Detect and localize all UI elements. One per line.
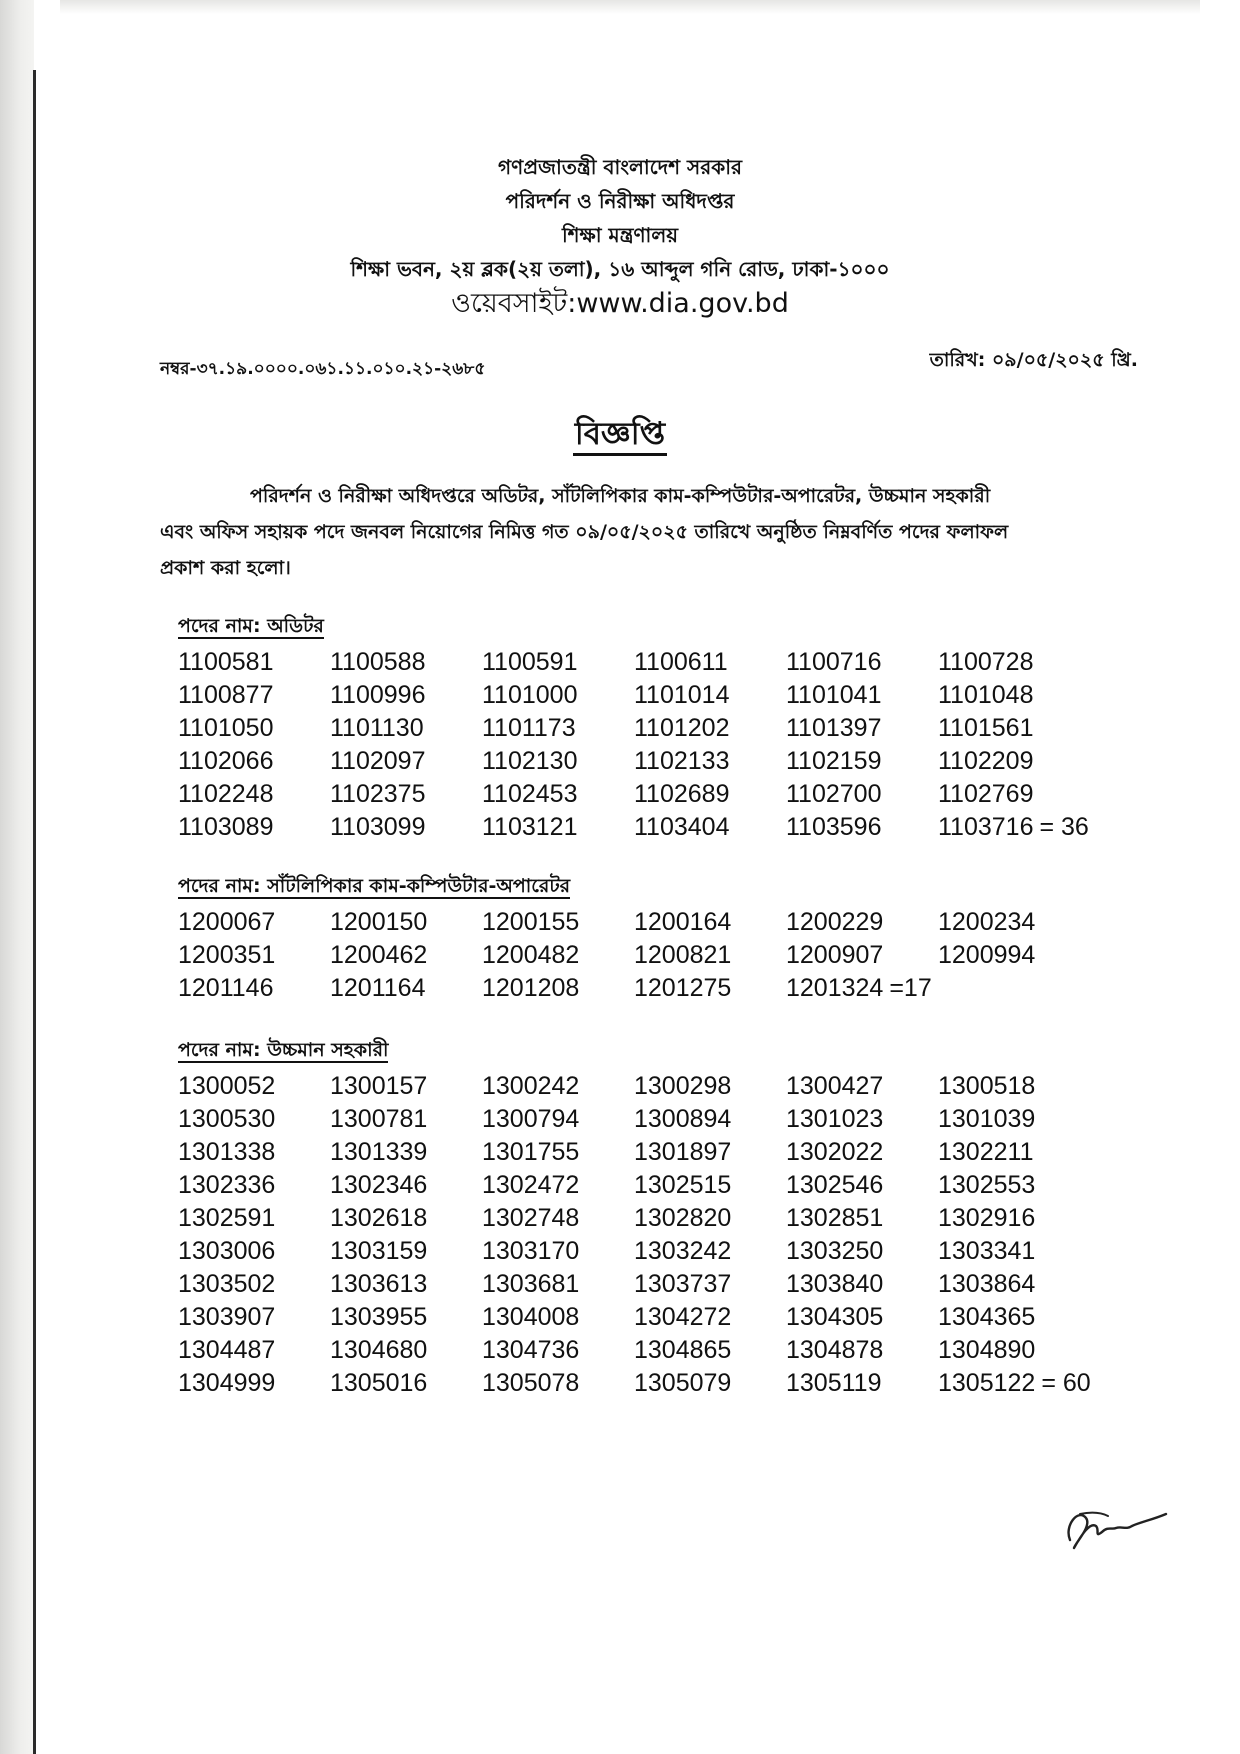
roll-number-value: 1201208 [482, 974, 580, 1002]
roll-number-value: 1301023 [786, 1105, 884, 1133]
roll-number [938, 1070, 1090, 1103]
roll-number [482, 1334, 634, 1367]
roll-number-value: 1101050 [178, 714, 274, 742]
roll-number-value: 1304999 [178, 1369, 276, 1397]
roll-number [330, 1268, 482, 1301]
roll-number-value: 1200067 [178, 908, 276, 936]
scan-edge-shadow [0, 0, 34, 1754]
roll-number-value: 1300781 [330, 1105, 428, 1133]
roll-number [482, 1202, 634, 1235]
notice-title [0, 410, 1240, 462]
roll-number [786, 1136, 938, 1169]
roll-number-value: 1303170 [482, 1237, 580, 1265]
roll-number-value: 1300052 [178, 1072, 276, 1100]
roll-number [634, 1070, 786, 1103]
section-title-text: পদের নাম: উচ্চমান সহকারী [178, 1039, 389, 1061]
roll-number-value: 1303613 [330, 1270, 428, 1298]
roll-number-value: 1301755 [482, 1138, 580, 1166]
roll-number-value: 1101014 [634, 681, 730, 709]
roll-number-value: 1102769 [938, 780, 1034, 808]
roll-number [786, 1301, 938, 1334]
signature-mark [1056, 1496, 1176, 1556]
roll-number-value: 1303159 [330, 1237, 428, 1265]
roll-number [786, 1070, 938, 1103]
roll-number [482, 1136, 634, 1169]
roll-number [786, 972, 938, 1005]
roll-number [938, 1103, 1090, 1136]
roll-number [330, 712, 482, 745]
roll-number [482, 1169, 634, 1202]
roll-number-value: 1200150 [330, 908, 428, 936]
roll-number-value: 1302546 [786, 1171, 884, 1199]
section-upper-division-assistant [178, 1036, 1168, 1400]
roll-number [938, 906, 1090, 939]
roll-number-value: 1303955 [330, 1303, 428, 1331]
roll-number-value: 1302211 [938, 1138, 1034, 1166]
roll-number [178, 1169, 330, 1202]
roll-number-value: 1303907 [178, 1303, 276, 1331]
roll-number [178, 778, 330, 811]
roll-number [786, 1268, 938, 1301]
section-total: =17 [889, 974, 932, 1002]
roll-number [330, 1235, 482, 1268]
roll-number [938, 679, 1090, 712]
roll-number [178, 1301, 330, 1334]
roll-number [786, 679, 938, 712]
roll-number-value: 1302851 [786, 1204, 884, 1232]
roll-number-value: 1101561 [938, 714, 1034, 742]
section-stenographer [178, 872, 1168, 1005]
roll-number [482, 811, 634, 844]
roll-number [634, 1103, 786, 1136]
roll-number-value: 1102375 [330, 780, 426, 808]
roll-number-value: 1304365 [938, 1303, 1036, 1331]
roll-number [786, 906, 938, 939]
roll-number-value: 1300427 [786, 1072, 884, 1100]
roll-number [330, 1334, 482, 1367]
section-total: = 60 [1041, 1369, 1091, 1397]
notice-paragraph [160, 478, 1150, 586]
roll-number-value: 1303242 [634, 1237, 732, 1265]
roll-number-value: 1300298 [634, 1072, 732, 1100]
roll-number [786, 712, 938, 745]
roll-number-value: 1305122 [938, 1369, 1036, 1397]
roll-number-value: 1301339 [330, 1138, 428, 1166]
roll-number [634, 1136, 786, 1169]
roll-number [482, 679, 634, 712]
roll-number [786, 811, 938, 844]
roll-number-value: 1302515 [634, 1171, 732, 1199]
section-title [178, 872, 1168, 904]
roll-number-value: 1101041 [786, 681, 882, 709]
roll-list [178, 646, 1168, 844]
roll-number [330, 1070, 482, 1103]
letterhead [300, 150, 940, 322]
roll-number-value: 1200234 [938, 908, 1036, 936]
roll-number-value: 1200351 [178, 941, 276, 969]
roll-number-value: 1305119 [786, 1369, 882, 1397]
roll-number-value: 1301039 [938, 1105, 1036, 1133]
government-name: গণপ্রজাতন্ত্রী বাংলাদেশ সরকার [498, 155, 742, 179]
roll-number [938, 811, 1090, 844]
roll-number [178, 906, 330, 939]
roll-number [938, 939, 1090, 972]
roll-number [482, 1268, 634, 1301]
roll-number [634, 1334, 786, 1367]
roll-number-value: 1100611 [634, 648, 728, 676]
roll-number-value: 1100716 [786, 648, 882, 676]
roll-number-value: 1302916 [938, 1204, 1036, 1232]
roll-number-value: 1302748 [482, 1204, 580, 1232]
roll-number [938, 1268, 1090, 1301]
roll-number [634, 646, 786, 679]
roll-number [634, 712, 786, 745]
roll-list [178, 1070, 1168, 1400]
roll-number-value: 1304865 [634, 1336, 732, 1364]
paragraph-line-3: প্রকাশ করা হলো। [160, 557, 291, 579]
roll-number-value: 1102159 [786, 747, 882, 775]
roll-number-value: 1300157 [330, 1072, 428, 1100]
roll-number [786, 646, 938, 679]
roll-number-value: 1301897 [634, 1138, 732, 1166]
roll-number [938, 1202, 1090, 1235]
roll-number-value: 1302591 [178, 1204, 276, 1232]
roll-number [330, 778, 482, 811]
roll-number [330, 1367, 482, 1400]
roll-number [786, 778, 938, 811]
roll-number [938, 1367, 1090, 1400]
roll-number [178, 1334, 330, 1367]
roll-number [938, 1169, 1090, 1202]
roll-number [330, 1169, 482, 1202]
roll-number [178, 972, 330, 1005]
roll-number [634, 1202, 786, 1235]
roll-number-value: 1301338 [178, 1138, 276, 1166]
roll-list [178, 906, 1168, 1005]
roll-number [482, 712, 634, 745]
roll-number [634, 1235, 786, 1268]
roll-number [482, 745, 634, 778]
roll-number [330, 939, 482, 972]
roll-number-value: 1303737 [634, 1270, 732, 1298]
roll-number [330, 679, 482, 712]
section-auditor [178, 612, 1168, 844]
roll-number-value: 1303502 [178, 1270, 276, 1298]
roll-number [178, 1235, 330, 1268]
roll-number [178, 939, 330, 972]
roll-number-value: 1304890 [938, 1336, 1036, 1364]
roll-number-value: 1103089 [178, 813, 274, 841]
notice-title-text: বিজ্ঞপ্তি [573, 416, 667, 456]
roll-number [786, 1334, 938, 1367]
roll-number-value: 1200155 [482, 908, 580, 936]
roll-number [482, 939, 634, 972]
roll-number [482, 906, 634, 939]
paragraph-line-2: এবং অফিস সহায়ক পদে জনবল নিয়োগের নিমিত্ত গত ০৯/০৫/২০২৫ তারিখে অনুষ্ঠিত নিম্নবর্ণিত পদের ফলাফল [160, 521, 1009, 543]
section-title [178, 612, 1168, 644]
roll-number-value: 1302346 [330, 1171, 428, 1199]
roll-number-value: 1300518 [938, 1072, 1036, 1100]
roll-number-value: 1103099 [330, 813, 426, 841]
roll-number [634, 1367, 786, 1400]
roll-number [178, 679, 330, 712]
roll-number [330, 1301, 482, 1334]
roll-number [482, 1301, 634, 1334]
roll-number-value: 1200821 [634, 941, 732, 969]
roll-number [178, 1202, 330, 1235]
roll-number [938, 1334, 1090, 1367]
roll-number [786, 745, 938, 778]
roll-number-value: 1101202 [634, 714, 730, 742]
roll-number-value: 1304878 [786, 1336, 884, 1364]
roll-number [634, 811, 786, 844]
roll-number-value: 1300894 [634, 1105, 732, 1133]
roll-number [786, 1235, 938, 1268]
roll-number-value: 1304008 [482, 1303, 580, 1331]
roll-number-value: 1303681 [482, 1270, 580, 1298]
roll-number-value: 1101130 [330, 714, 424, 742]
roll-number-value: 1304680 [330, 1336, 428, 1364]
roll-number-value: 1102097 [330, 747, 426, 775]
roll-number-value: 1303250 [786, 1237, 884, 1265]
roll-number [786, 939, 938, 972]
section-total: = 36 [1039, 813, 1089, 841]
roll-number-value: 1303341 [938, 1237, 1036, 1265]
roll-number-value: 1200164 [634, 908, 732, 936]
roll-number-value: 1100581 [178, 648, 274, 676]
ministry-name: শিক্ষা মন্ত্রণালয় [561, 223, 679, 247]
roll-number [178, 1070, 330, 1103]
roll-number-value: 1304272 [634, 1303, 732, 1331]
roll-number [938, 778, 1090, 811]
roll-number-value: 1300794 [482, 1105, 580, 1133]
paragraph-line-1: পরিদর্শন ও নিরীক্ষা অধিদপ্তরে অডিটর, সাঁটলিপিকার কাম-কম্পিউটার-অপারেটর, উচ্চমান সহকারী [250, 485, 991, 507]
roll-number-value: 1201146 [178, 974, 274, 1002]
roll-number [938, 646, 1090, 679]
roll-number [634, 1268, 786, 1301]
roll-number-value: 1201324 [786, 974, 884, 1002]
roll-number-value: 1302820 [634, 1204, 732, 1232]
roll-number [482, 972, 634, 1005]
roll-number [330, 906, 482, 939]
roll-number [786, 1202, 938, 1235]
roll-number-value: 1101173 [482, 714, 576, 742]
roll-number-value: 1103596 [786, 813, 882, 841]
roll-number-value: 1302022 [786, 1138, 884, 1166]
roll-number [786, 1367, 938, 1400]
roll-number [482, 1103, 634, 1136]
roll-number [330, 1103, 482, 1136]
section-title-text: পদের নাম: সাঁটলিপিকার কাম-কম্পিউটার-অপারেটর [178, 875, 571, 897]
roll-number-value: 1304487 [178, 1336, 276, 1364]
roll-number [634, 939, 786, 972]
roll-number [634, 679, 786, 712]
roll-number-value: 1200994 [938, 941, 1036, 969]
roll-number-value: 1200907 [786, 941, 884, 969]
roll-number [482, 1235, 634, 1268]
roll-number-value: 1303840 [786, 1270, 884, 1298]
roll-number [634, 1169, 786, 1202]
roll-number-value: 1102133 [634, 747, 730, 775]
roll-number-value: 1100591 [482, 648, 578, 676]
roll-number-value: 1102066 [178, 747, 274, 775]
section-title-text: পদের নাম: অডিটর [178, 615, 324, 637]
roll-number-value: 1303006 [178, 1237, 276, 1265]
roll-number [178, 745, 330, 778]
roll-number-value: 1100877 [178, 681, 274, 709]
roll-number [178, 811, 330, 844]
roll-number-value: 1200482 [482, 941, 580, 969]
roll-number-value: 1103404 [634, 813, 730, 841]
roll-number-value: 1304305 [786, 1303, 884, 1331]
roll-number-value: 1102700 [786, 780, 882, 808]
roll-number [938, 745, 1090, 778]
roll-number-value: 1102209 [938, 747, 1034, 775]
roll-number-value: 1101397 [786, 714, 882, 742]
section-title [178, 1036, 1168, 1068]
roll-number-value: 1300242 [482, 1072, 580, 1100]
roll-number [178, 1268, 330, 1301]
roll-number-value: 1102248 [178, 780, 274, 808]
roll-number [938, 1235, 1090, 1268]
roll-number [330, 745, 482, 778]
roll-number-value: 1303864 [938, 1270, 1036, 1298]
directorate-name: পরিদর্শন ও নিরীক্ষা অধিদপ্তর [505, 189, 735, 213]
roll-number-value: 1102689 [634, 780, 730, 808]
roll-number [178, 712, 330, 745]
roll-number [178, 1367, 330, 1400]
roll-number-value: 1100728 [938, 648, 1034, 676]
roll-number [330, 1202, 482, 1235]
roll-number [634, 778, 786, 811]
roll-number-value: 1305016 [330, 1369, 428, 1397]
roll-number-value: 1100588 [330, 648, 426, 676]
roll-number [634, 1301, 786, 1334]
roll-number-value: 1302618 [330, 1204, 428, 1232]
roll-number-value: 1302472 [482, 1171, 580, 1199]
memo-number: নম্বর-৩৭.১৯.০০০০.০৬১.১১.০১০.২১-২৬৮৫ [160, 359, 486, 379]
memo-date: তারিখ: ০৯/০৫/২০২৫ খ্রি. [929, 349, 1138, 371]
roll-number [178, 1136, 330, 1169]
roll-number [330, 646, 482, 679]
binding-edge-line [33, 70, 36, 1754]
roll-number-value: 1201164 [330, 974, 426, 1002]
roll-number [330, 1136, 482, 1169]
roll-number [178, 1103, 330, 1136]
roll-number-value: 1200462 [330, 941, 428, 969]
roll-number-value: 1305078 [482, 1369, 580, 1397]
roll-number [482, 646, 634, 679]
roll-number-value: 1304736 [482, 1336, 580, 1364]
roll-number [786, 1103, 938, 1136]
roll-number [634, 745, 786, 778]
roll-number-value: 1302553 [938, 1171, 1036, 1199]
roll-number-value: 1103716 [938, 813, 1034, 841]
roll-number [634, 906, 786, 939]
roll-number [634, 972, 786, 1005]
website-line: ওয়েবসাইট:www.dia.gov.bd [451, 288, 789, 319]
roll-number-value: 1101048 [938, 681, 1034, 709]
roll-number-value: 1300530 [178, 1105, 276, 1133]
roll-number [482, 1070, 634, 1103]
roll-number-value: 1302336 [178, 1171, 276, 1199]
roll-number [482, 778, 634, 811]
office-address: শিক্ষা ভবন, ২য় ব্লক(২য় তলা), ১৬ আব্দুল গনি রোড, ঢাকা-১০০০ [350, 257, 890, 281]
roll-number [330, 811, 482, 844]
roll-number-value: 1102453 [482, 780, 578, 808]
roll-number [330, 972, 482, 1005]
roll-number [938, 1136, 1090, 1169]
roll-number-value: 1201275 [634, 974, 732, 1002]
roll-number-value: 1101000 [482, 681, 578, 709]
roll-number [786, 1169, 938, 1202]
roll-number-value: 1103121 [482, 813, 578, 841]
roll-number-value: 1305079 [634, 1369, 732, 1397]
roll-number-value: 1100996 [330, 681, 426, 709]
roll-number [482, 1367, 634, 1400]
roll-number-value: 1102130 [482, 747, 578, 775]
scan-top-fade [60, 0, 1200, 14]
roll-number [178, 646, 330, 679]
roll-number [938, 1301, 1090, 1334]
roll-number-value: 1200229 [786, 908, 884, 936]
roll-number [938, 712, 1090, 745]
